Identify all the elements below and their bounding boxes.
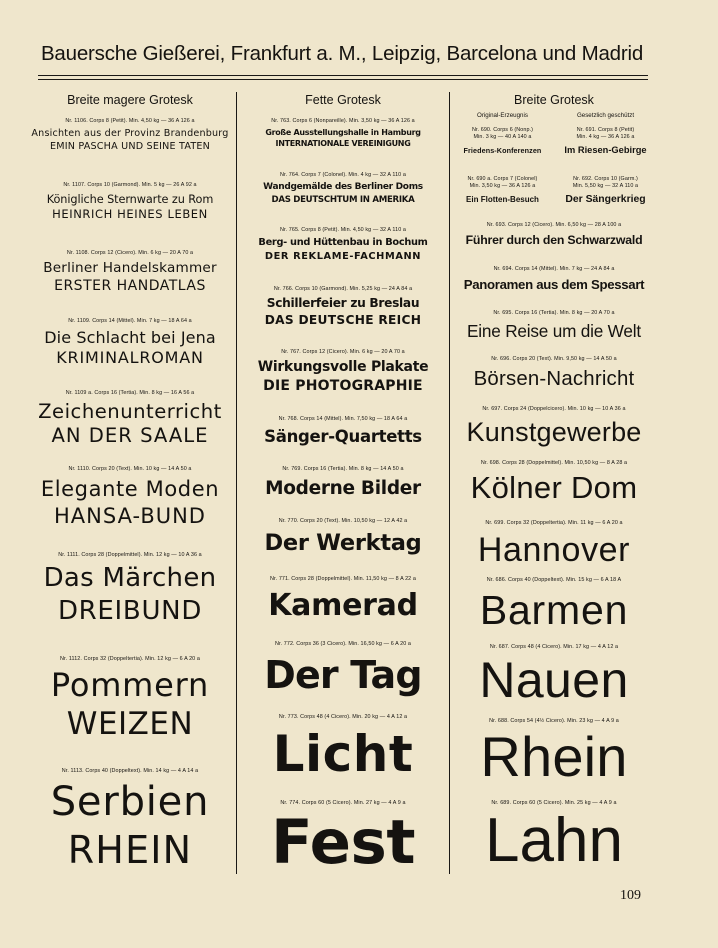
specimen-meta: Nr. 698. Corps 28 (Doppelmittel). Min. 10,50 kg — 8 A 28 a bbox=[480, 460, 628, 466]
specimen-meta: Nr. 692. Corps 10 (Garm.) bbox=[573, 176, 638, 182]
page-number: 109 bbox=[620, 888, 641, 903]
specimen-meta: Nr. 771. Corps 28 (Doppelmittel). Min. 11,50 kg — 8 A 22 a bbox=[270, 576, 416, 582]
specimen-1112 bbox=[24, 656, 236, 743]
specimen-698 bbox=[451, 460, 657, 509]
specimen-meta: Nr. 1113. Corps 40 (Doppeltext). Min. 14 kg — 4 A 14 a bbox=[61, 768, 199, 774]
specimen-meta: Nr. 699. Corps 32 (Doppeltertia). Min. 11 kg — 6 A 20 a bbox=[485, 520, 623, 526]
specimen-1106 bbox=[24, 118, 236, 153]
specimen-1111 bbox=[24, 552, 236, 627]
specimen-686 bbox=[451, 577, 657, 636]
specimen-meta: Nr. 1106. Corps 8 (Petit). Min. 4,50 kg — 36 A 126 a bbox=[65, 118, 195, 124]
specimen-line: INTERNATIONALE VEREINIGUNG bbox=[275, 139, 411, 148]
specimen-meta: Nr. 695. Corps 16 (Tertia). Min. 8 kg — 20 A 70 a bbox=[493, 310, 615, 316]
specimen-line: Große Ausstellungshalle in Hamburg bbox=[265, 128, 421, 137]
specimen-687 bbox=[451, 644, 657, 711]
specimen-764 bbox=[237, 172, 449, 206]
specimen-line: DAS DEUTSCHE REICH bbox=[264, 313, 422, 327]
specimen-774 bbox=[237, 800, 449, 881]
specimen-meta: Nr. 1111. Corps 28 (Doppelmittel). Min. 12 kg — 10 A 36 a bbox=[58, 552, 202, 558]
specimen-line: WEIZEN bbox=[66, 706, 194, 742]
specimen-line: ERSTER HANDATLAS bbox=[54, 278, 206, 294]
specimen-meta: Nr. 686. Corps 40 (Doppeltext). Min. 15 kg — 6 A 18 A bbox=[486, 577, 622, 583]
specimen-line: Sänger-Quartetts bbox=[264, 427, 422, 446]
specimen-688 bbox=[451, 718, 657, 791]
specimen-line: Kölner Dom bbox=[470, 470, 638, 505]
specimen-1108 bbox=[24, 250, 236, 295]
specimen-766 bbox=[237, 286, 449, 328]
specimen-line: RHEIN bbox=[67, 828, 193, 872]
specimen-meta: Min. 4 kg — 36 A 126 a bbox=[576, 134, 635, 140]
specimen-meta: Min. 3,50 kg — 36 A 126 a bbox=[469, 183, 536, 189]
specimen-695 bbox=[451, 310, 657, 343]
specimen-meta: Nr. 688. Corps 54 (4½ Cicero). Min. 23 kg — 4 A 9 a bbox=[489, 718, 619, 724]
specimen-meta: Nr. 694. Corps 14 (Mittel). Min. 7 kg — 24 A 84 a bbox=[493, 266, 615, 272]
specimen-694 bbox=[451, 266, 657, 294]
specimen-meta: Nr. 1109. Corps 14 (Mittel). Min. 7 kg — 18 A 64 a bbox=[68, 318, 192, 324]
specimen-meta: Nr. 690. Corps 6 (Nonp.) bbox=[471, 127, 534, 133]
specimen-769 bbox=[237, 466, 449, 501]
column-title: Fette Grotesk bbox=[305, 93, 381, 107]
specimen-line: Schillerfeier zu Breslau bbox=[266, 296, 420, 310]
specimen-meta: Nr. 1107. Corps 10 (Garmond). Min. 5 kg — 26 A 92 a bbox=[63, 182, 197, 188]
original-label: Original-Erzeugnis bbox=[477, 112, 528, 119]
specimen-line: Kamerad bbox=[268, 588, 418, 623]
specimen-meta: Nr. 765. Corps 8 (Petit). Min. 4,50 kg — 32 A 110 a bbox=[279, 227, 407, 233]
column-divider-2 bbox=[449, 92, 450, 874]
specimen-line: Fest bbox=[270, 807, 416, 878]
specimen-line: Rhein bbox=[480, 725, 628, 788]
specimen-line: Friedens-Konferenzen bbox=[463, 146, 542, 155]
column-title: Breite Grotesk bbox=[514, 93, 594, 107]
specimen-770 bbox=[237, 518, 449, 559]
column-breite-magere-grotesk bbox=[24, 0, 236, 948]
specimen-line: Serbien bbox=[50, 779, 210, 825]
specimen-line: Der Tag bbox=[264, 653, 422, 697]
specimen-line: Berg- und Hüttenbau in Bochum bbox=[258, 237, 428, 248]
specimen-689 bbox=[451, 800, 657, 878]
specimen-765 bbox=[237, 227, 449, 263]
specimen-1110 bbox=[24, 466, 236, 530]
specimen-meta: Min. 3 kg — 40 A 140 a bbox=[473, 134, 532, 140]
specimen-meta: Nr. 1110. Corps 20 (Text). Min. 10 kg — 14 A 50 a bbox=[68, 466, 192, 472]
specimen-line: Hannover bbox=[477, 531, 631, 569]
specimen-meta: Nr. 697. Corps 24 (Doppelcicero). Min. 10 kg — 10 A 36 a bbox=[482, 406, 626, 412]
specimen-line: Barmen bbox=[479, 587, 629, 633]
specimen-line: Lahn bbox=[485, 806, 623, 875]
specimen-line: Wirkungsvolle Plakate bbox=[257, 359, 429, 375]
specimen-line: Nauen bbox=[479, 652, 629, 708]
specimen-693 bbox=[451, 222, 657, 249]
specimen-772 bbox=[237, 641, 449, 701]
specimen-line: Königliche Sternwarte zu Rom bbox=[46, 193, 214, 206]
specimen-line: Eine Reise um die Welt bbox=[467, 321, 641, 341]
column-breite-grotesk bbox=[451, 0, 657, 948]
specimen-meta: Nr. 689. Corps 60 (5 Cicero). Min. 25 kg — 4 A 9 a bbox=[491, 800, 617, 806]
specimen-line: Berliner Handelskammer bbox=[43, 260, 217, 276]
specimen-line: Das Märchen bbox=[43, 563, 217, 593]
specimen-1113 bbox=[24, 768, 236, 873]
specimen-line: Im Riesen-Gebirge bbox=[564, 145, 647, 155]
specimen-line: Wandgemälde des Berliner Doms bbox=[263, 182, 423, 192]
specimen-line: DIE PHOTOGRAPHIE bbox=[263, 378, 423, 394]
specimen-meta: Nr. 1108. Corps 12 (Cicero). Min. 6 kg — 20 A 70 a bbox=[66, 250, 194, 256]
specimen-line: Zeichenunterricht bbox=[38, 400, 222, 423]
specimen-meta: Nr. 690 a. Corps 7 (Colonel) bbox=[467, 176, 538, 182]
specimen-meta: Nr. 773. Corps 48 (4 Cicero). Min. 20 kg — 4 A 12 a bbox=[278, 714, 408, 720]
specimen-meta: Nr. 764. Corps 7 (Colonel). Min. 4 kg — 32 A 110 a bbox=[280, 172, 406, 178]
specimen-meta: Nr. 770. Corps 20 (Text). Min. 10,50 kg — 12 A 42 a bbox=[278, 518, 408, 524]
specimen-767 bbox=[237, 349, 449, 395]
specimen-meta: Nr. 691. Corps 8 (Petit) bbox=[576, 127, 635, 133]
specimen-meta: Nr. 693. Corps 12 (Cicero). Min. 6,50 kg — 28 A 100 a bbox=[486, 222, 622, 228]
specimen-meta: Nr. 1109 a. Corps 16 (Tertia). Min. 8 kg — 16 A 56 a bbox=[65, 390, 195, 396]
specimen-line: HANSA-BUND bbox=[54, 504, 206, 528]
specimen-line: Elegante Moden bbox=[40, 477, 220, 501]
specimen-768 bbox=[237, 416, 449, 448]
specimen-line: KRIMINALROMAN bbox=[56, 348, 204, 367]
column-fette-grotesk bbox=[237, 0, 449, 948]
specimen-691 bbox=[554, 127, 657, 156]
specimen-meta: Nr. 766. Corps 10 (Garmond). Min. 5,25 kg — 24 A 84 a bbox=[273, 286, 413, 292]
specimen-line: Moderne Bilder bbox=[265, 478, 421, 499]
specimen-line: DAS DEUTSCHTUM IN AMERIKA bbox=[271, 195, 415, 205]
specimen-line: Pommern bbox=[50, 666, 210, 704]
specimen-line: Der Werktag bbox=[264, 530, 422, 556]
specimen-699 bbox=[451, 520, 657, 573]
specimen-line: HEINRICH HEINES LEBEN bbox=[52, 207, 208, 221]
specimen-line: EMIN PASCHA UND SEINE TATEN bbox=[49, 141, 211, 152]
specimen-line: DREIBUND bbox=[57, 596, 203, 626]
specimen-meta: Nr. 772. Corps 36 (3 Cicero). Min. 16,50 kg — 6 A 20 a bbox=[274, 641, 412, 647]
specimen-line: Ein Flotten-Besuch bbox=[466, 195, 539, 204]
specimen-1109a bbox=[24, 390, 236, 448]
specimen-meta: Nr. 767. Corps 12 (Cicero). Min. 6 kg — 20 A 70 a bbox=[281, 349, 405, 355]
specimen-meta: Nr. 687. Corps 48 (4 Cicero). Min. 17 kg — 4 A 12 a bbox=[489, 644, 619, 650]
specimen-meta: Nr. 763. Corps 6 (Nonpareille). Min. 3,50 kg — 36 A 126 a bbox=[271, 118, 415, 124]
specimen-line: Die Schlacht bei Jena bbox=[44, 328, 216, 347]
specimen-line: Ansichten aus der Provinz Brandenburg bbox=[31, 128, 229, 139]
column-title: Breite magere Grotesk bbox=[67, 93, 193, 107]
specimen-771 bbox=[237, 576, 449, 627]
specimen-763 bbox=[237, 118, 449, 149]
specimen-meta: Nr. 696. Corps 20 (Text). Min. 9,50 kg — 14 A 50 a bbox=[491, 356, 617, 362]
specimen-meta: Min. 5,50 kg — 32 A 110 a bbox=[572, 183, 639, 189]
protected-label: Gesetzlich geschützt bbox=[576, 112, 635, 119]
specimen-697 bbox=[451, 406, 657, 450]
specimen-line: Führer durch den Schwarzwald bbox=[465, 233, 643, 247]
specimen-1107 bbox=[24, 182, 236, 222]
specimen-line: Kunstgewerbe bbox=[466, 417, 642, 447]
specimen-line: Panoramen aus dem Spessart bbox=[463, 277, 645, 292]
specimen-692 bbox=[554, 176, 657, 206]
specimen-690 bbox=[451, 127, 554, 156]
specimen-line: Börsen-Nachricht bbox=[473, 368, 635, 390]
specimen-773 bbox=[237, 714, 449, 787]
specimen-meta: Nr. 769. Corps 16 (Tertia). Min. 8 kg — 14 A 50 a bbox=[282, 466, 404, 472]
specimen-line: DER REKLAME-FACHMANN bbox=[264, 251, 422, 262]
specimen-696 bbox=[451, 356, 657, 393]
specimen-meta: Nr. 774. Corps 60 (5 Cicero). Min. 27 kg — 4 A 9 a bbox=[280, 800, 406, 806]
page-title: Bauersche Gießerei, Frankfurt a. M., Leipzig, Barcelona und Madrid bbox=[40, 42, 644, 65]
specimen-line: Licht bbox=[272, 725, 414, 783]
specimen-line: AN DER SAALE bbox=[51, 424, 209, 447]
specimen-690a bbox=[451, 176, 554, 206]
specimen-line: Der Sängerkrieg bbox=[565, 194, 646, 205]
specimen-1109 bbox=[24, 318, 236, 368]
specimen-meta: Nr. 1112. Corps 32 (Doppeltertia). Min. 12 kg — 6 A 20 a bbox=[60, 656, 200, 662]
specimen-meta: Nr. 768. Corps 14 (Mittel). Min. 7,50 kg — 18 A 64 a bbox=[278, 416, 408, 422]
